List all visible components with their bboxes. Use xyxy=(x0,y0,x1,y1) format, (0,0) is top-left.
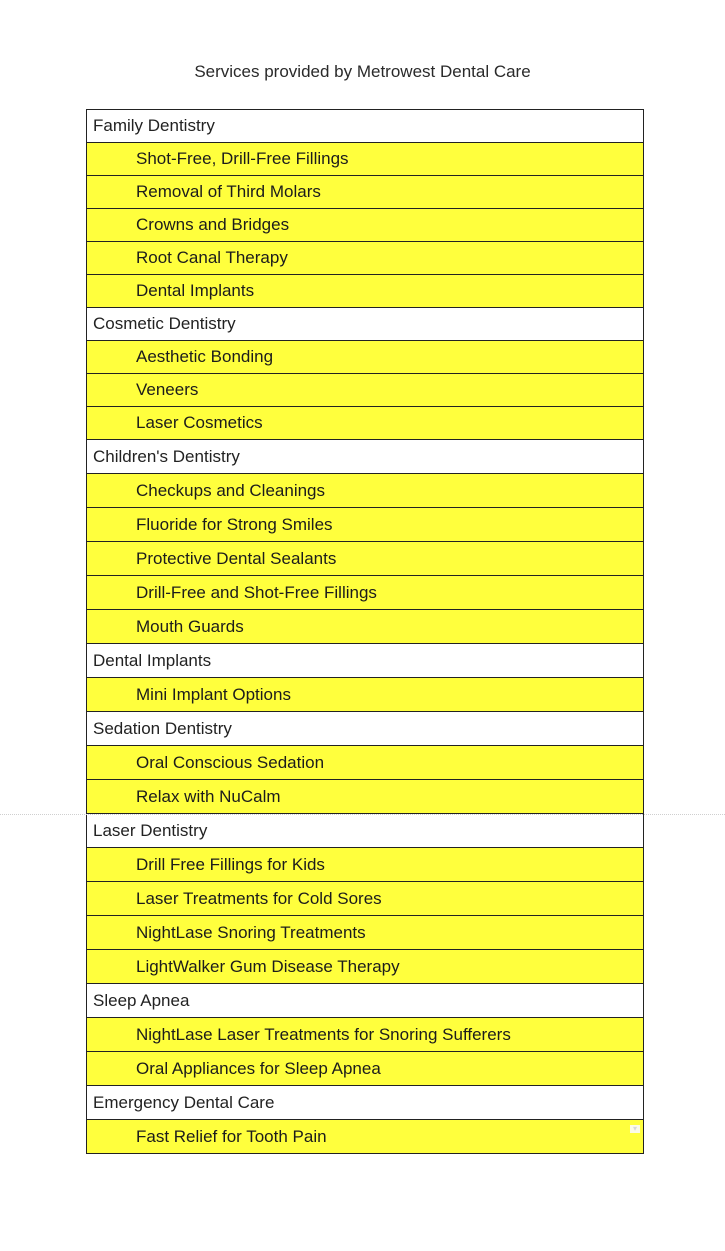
service-row: Dental Implants xyxy=(87,275,643,308)
service-row: Fast Relief for Tooth Pain xyxy=(87,1120,643,1154)
service-row: Oral Conscious Sedation xyxy=(87,746,643,780)
category-row: Children's Dentistry xyxy=(87,440,643,474)
service-row: Relax with NuCalm xyxy=(87,780,643,814)
service-row: Aesthetic Bonding xyxy=(87,341,643,374)
category-row: Dental Implants xyxy=(87,644,643,678)
service-row: Protective Dental Sealants xyxy=(87,542,643,576)
service-row: Drill Free Fillings for Kids xyxy=(87,848,643,882)
service-row: Mouth Guards xyxy=(87,610,643,644)
service-row: Veneers xyxy=(87,374,643,407)
service-row: Shot-Free, Drill-Free Fillings xyxy=(87,143,643,176)
chevron-down-icon[interactable]: ▾ xyxy=(630,1125,640,1133)
services-table xyxy=(86,109,644,1154)
category-row: Emergency Dental Care xyxy=(87,1086,643,1120)
service-row: NightLase Laser Treatments for Snoring Sufferers xyxy=(87,1018,643,1052)
category-row: Cosmetic Dentistry xyxy=(87,308,643,341)
service-row: LightWalker Gum Disease Therapy xyxy=(87,950,643,984)
category-row: Sleep Apnea xyxy=(87,984,643,1018)
category-row: Sedation Dentistry xyxy=(87,712,643,746)
service-row: Laser Treatments for Cold Sores xyxy=(87,882,643,916)
service-row: Checkups and Cleanings xyxy=(87,474,643,508)
service-row: Drill-Free and Shot-Free Fillings xyxy=(87,576,643,610)
service-row: Fluoride for Strong Smiles xyxy=(87,508,643,542)
category-row: Family Dentistry xyxy=(87,110,643,143)
service-row: Crowns and Bridges xyxy=(87,209,643,242)
category-row: Laser Dentistry xyxy=(87,814,643,848)
service-row: Oral Appliances for Sleep Apnea xyxy=(87,1052,643,1086)
service-row: Mini Implant Options xyxy=(87,678,643,712)
page-title: Services provided by Metrowest Dental Care xyxy=(194,62,531,81)
service-row: NightLase Snoring Treatments xyxy=(87,916,643,950)
service-row: Removal of Third Molars xyxy=(87,176,643,209)
service-row: Laser Cosmetics xyxy=(87,407,643,440)
service-row: Root Canal Therapy xyxy=(87,242,643,275)
